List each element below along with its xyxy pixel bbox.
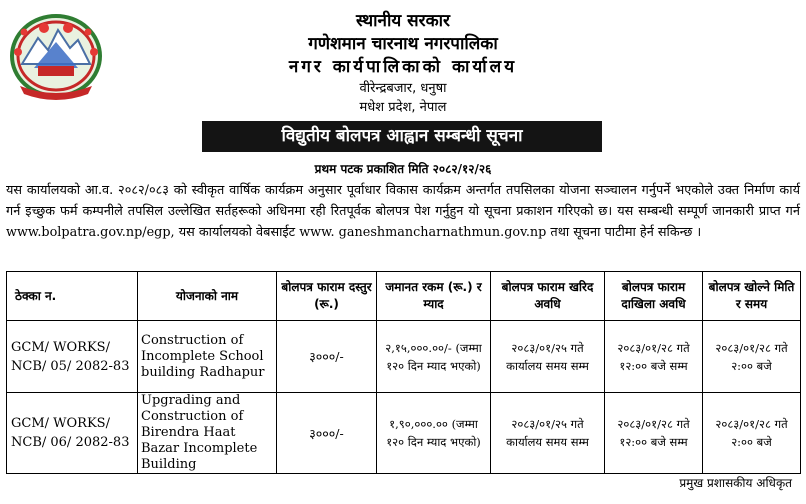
published-date: प्रथम पटक प्रकाशित मिति २०८२/१२/२६ — [314, 162, 492, 176]
cell-security: २,१५,०००.००/- (जम्मा १२० दिन म्याद भएको) — [377, 321, 491, 393]
header-name: योजनाको नाम — [138, 272, 277, 321]
header-fee: बोलपत्र फाराम दस्तुर (रू.) — [277, 272, 377, 321]
header-local-government: स्थानीय सरकार — [355, 11, 450, 31]
header-municipality: गणेशमान चारनाथ नगरपालिका — [308, 34, 498, 54]
header-submit: बोलपत्र फाराम दाखिला अवधि — [605, 272, 703, 321]
cell-submit: २०८३/०१/२८ गते १२:०० बजे सम्म — [605, 321, 703, 393]
cell-purchase: २०८३/०१/२५ गते कार्यालय समय सम्म — [491, 321, 605, 393]
notice-body: यस कार्यालयको आ.व. २०८२/०८३ को स्वीकृत वार्षिक कार्यक्रम अनुसार पूर्वाधार विकास कार्यक्रम अन्तर्गत तपसिलका योजना सञ्चालन गर्नुपर्ने भएकोले उक्त निर्माण कार्य गर्न इच्छुक फर्म कम्पनीले तपसिल उल्लेखित सर्तहरूको अधिनमा रही रितपूर्वक बोलपत्र पेश गर्नुहुन यो सूचना प्रकाशन गरिएको छ। यस सम्बन्धी सम्पूर्ण जानकारी प्राप्त गर्न www.bolpatra.gov.np/egp, यस कार्यालयको वेबसाईट www. ganeshmancharnathmun.gov.np तथा सूचना पाटीमा हेर्न सकिन्छ । — [6, 183, 800, 240]
cell-open: २०८३/०१/२८ गते २:०० बजे — [703, 321, 801, 393]
cell-open: २०८३/०१/२८ गते २:०० बजे — [703, 393, 801, 474]
cell-name: Upgrading and Construction of Birendra Haat Bazar Incomplete Building — [138, 393, 277, 474]
cell-security: १,९०,०००.०० (जम्मा १२० दिन म्याद भएको) — [377, 393, 491, 474]
header-office: नगर कार्यपालिकाको कार्यालय — [288, 57, 518, 77]
table-header-row — [7, 272, 801, 321]
cell-name: Construction of Incomplete School building Radhapur — [138, 321, 277, 393]
cell-submit: २०८३/०१/२८ गते १२:०० बजे सम्म — [605, 393, 703, 474]
header-code: ठेक्का न. — [7, 272, 138, 321]
signature-title: प्रमुख प्रशासकीय अधिकृत — [679, 476, 792, 490]
header-location: वीरेन्द्रबजार, धनुषा — [359, 81, 447, 96]
table-row — [7, 393, 801, 474]
cell-code: GCM/ WORKS/ NCB/ 06/ 2082-83 — [7, 393, 138, 474]
cell-fee: ३०००/- — [277, 393, 377, 474]
table-row — [7, 321, 801, 393]
header-security: जमानत रकम (रू.) र म्याद — [377, 272, 491, 321]
tender-table — [6, 271, 801, 474]
cell-code: GCM/ WORKS/ NCB/ 05/ 2082-83 — [7, 321, 138, 393]
header-purchase: बोलपत्र फाराम खरिद अवधि — [491, 272, 605, 321]
header-province: मधेश प्रदेश, नेपाल — [359, 100, 447, 115]
notice-title: विद्युतीय बोलपत्र आह्वान सम्बन्धी सूचना — [202, 121, 602, 152]
cell-purchase: २०८३/०१/२५ गते कार्यालय समय सम्म — [491, 393, 605, 474]
cell-fee: ३०००/- — [277, 321, 377, 393]
header-open: बोलपत्र खोल्ने मिति र समय — [703, 272, 801, 321]
